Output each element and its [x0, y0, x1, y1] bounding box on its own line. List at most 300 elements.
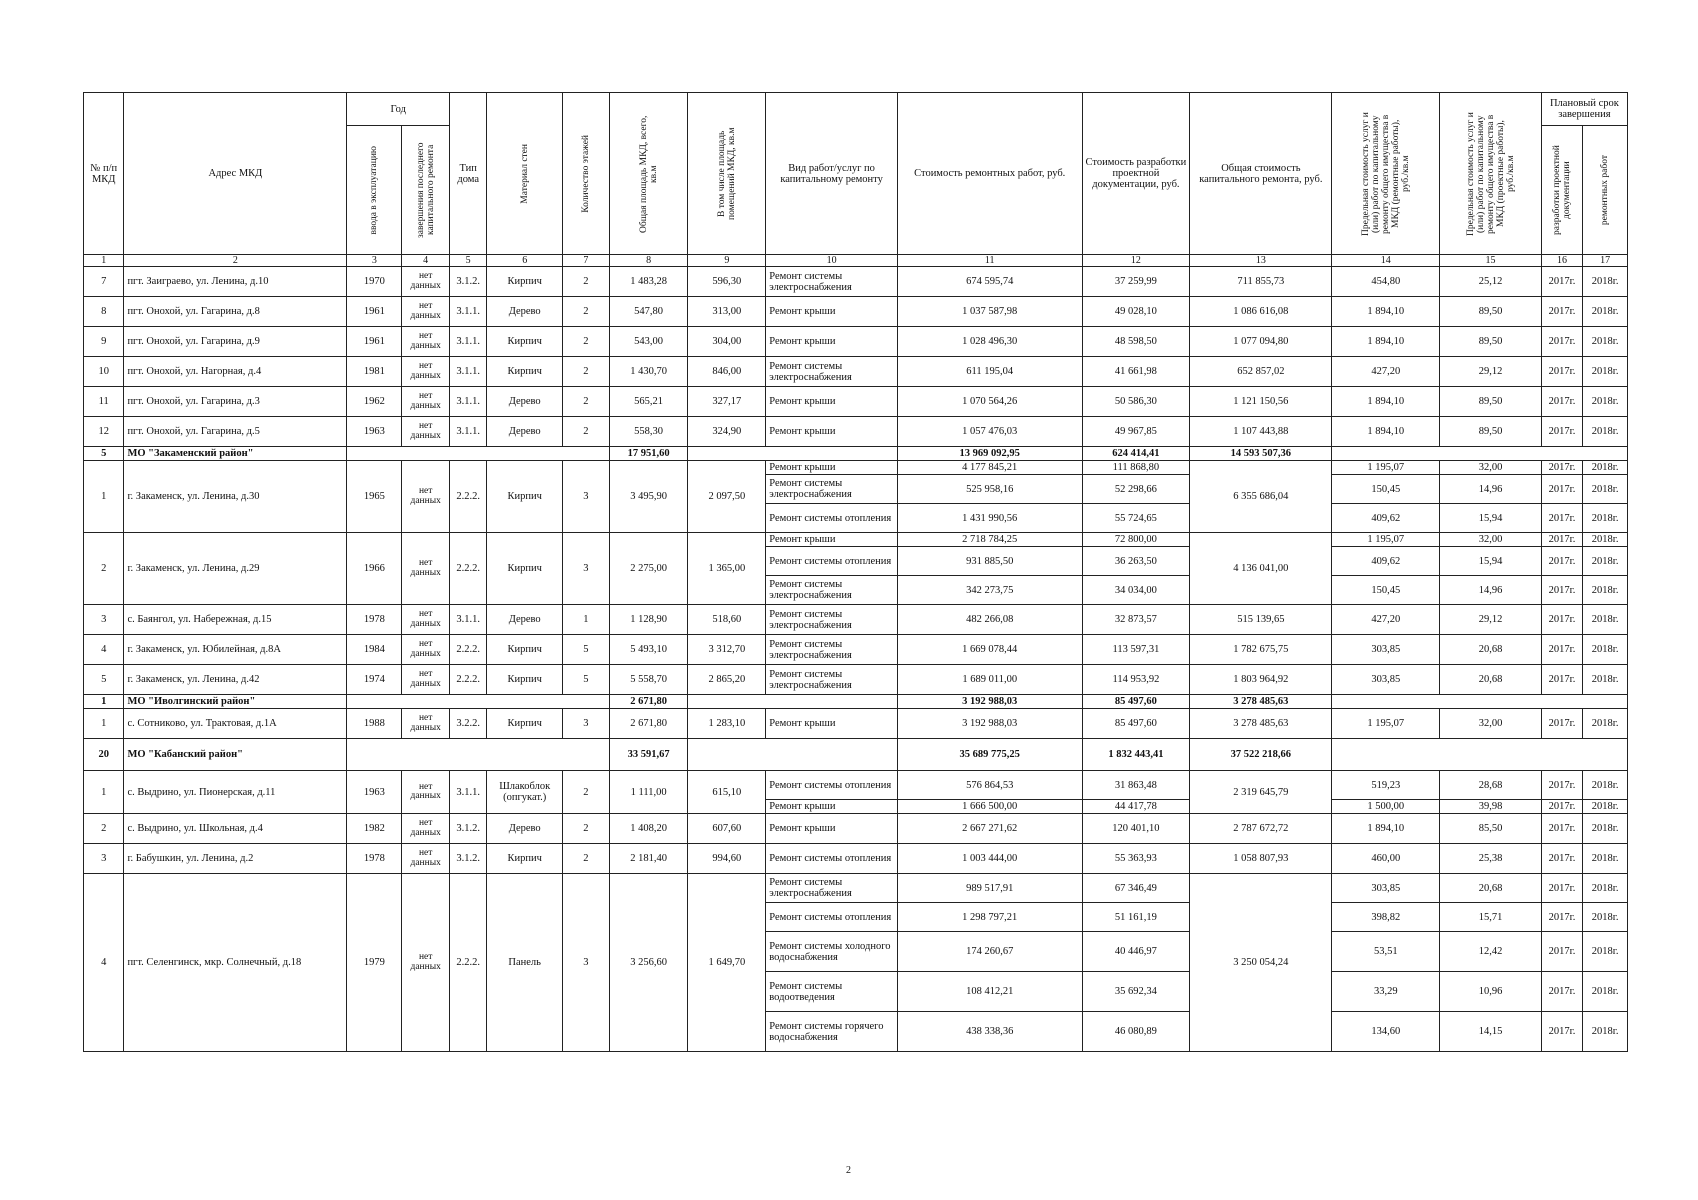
cell: 1 483,28 — [609, 267, 688, 297]
cell: 303,85 — [1332, 874, 1440, 903]
cell: 15,94 — [1440, 504, 1542, 533]
cell: 5 493,10 — [609, 635, 688, 665]
cell: 150,45 — [1332, 576, 1440, 605]
cell: Кирпич — [487, 267, 563, 297]
cell: 48 598,50 — [1082, 327, 1190, 357]
cell: 3 312,70 — [688, 635, 766, 665]
cell: 1978 — [347, 844, 402, 874]
district-name: МО "Кабанский район" — [124, 739, 347, 771]
cell: 989 517,91 — [897, 874, 1082, 903]
cell: 2 181,40 — [609, 844, 688, 874]
header-cell — [347, 126, 402, 255]
cell: 51 161,19 — [1082, 903, 1190, 932]
cell: 2017г. — [1541, 576, 1582, 605]
table-row — [84, 461, 1628, 475]
header-text: В том числе площадь помещений МКД, кв.м — [716, 127, 737, 220]
cell: Кирпич — [487, 461, 563, 533]
table-row — [84, 771, 1628, 800]
column-number: 5 — [450, 255, 487, 267]
address-cell: г. Закаменск, ул. Юбилейная, д.8А — [124, 635, 347, 665]
cell: 2.2.2. — [450, 533, 487, 605]
cell: 120 401,10 — [1082, 814, 1190, 844]
cell: 576 864,53 — [897, 771, 1082, 800]
cell: 2.2.2. — [450, 635, 487, 665]
cell: 2018г. — [1583, 576, 1628, 605]
cell: 1 894,10 — [1332, 814, 1440, 844]
cell: 85 497,60 — [1082, 695, 1190, 709]
row-number: 10 — [84, 357, 124, 387]
cell: Кирпич — [487, 709, 563, 739]
cell: 1 — [84, 695, 124, 709]
cell: 398,82 — [1332, 903, 1440, 932]
cell: 113 597,31 — [1082, 635, 1190, 665]
cell: 2017г. — [1541, 800, 1582, 814]
cell: 2017г. — [1541, 814, 1582, 844]
cell: 20,68 — [1440, 665, 1542, 695]
cell: 1 195,07 — [1332, 461, 1440, 475]
cell: 2017г. — [1541, 665, 1582, 695]
address-cell: г. Закаменск, ул. Ленина, д.42 — [124, 665, 347, 695]
header-cell: Год — [347, 93, 450, 126]
column-number: 13 — [1190, 255, 1332, 267]
cell: 2 — [563, 267, 610, 297]
cell: 3 256,60 — [609, 874, 688, 1052]
cell: Кирпич — [487, 357, 563, 387]
cell: 3.1.2. — [450, 844, 487, 874]
cell: нет данных — [402, 771, 450, 814]
cell: 313,00 — [688, 297, 766, 327]
cell: 14,96 — [1440, 475, 1542, 504]
cell: Дерево — [487, 417, 563, 447]
cell: 5 — [563, 665, 610, 695]
row-number: 1 — [84, 709, 124, 739]
cell: 1 037 587,98 — [897, 297, 1082, 327]
header-cell: Стоимость ремонтных работ, руб. — [897, 93, 1082, 255]
header-cell: № п/п МКД — [84, 93, 124, 255]
cell: 1 058 807,93 — [1190, 844, 1332, 874]
cell: 1 408,20 — [609, 814, 688, 844]
cell: 53,51 — [1332, 932, 1440, 972]
cell: 14 593 507,36 — [1190, 447, 1332, 461]
cell: 3 — [563, 461, 610, 533]
cell: 2017г. — [1541, 327, 1582, 357]
cell: 2017г. — [1541, 709, 1582, 739]
cell: 3 278 485,63 — [1190, 695, 1332, 709]
cell: 3.1.1. — [450, 297, 487, 327]
row-number: 3 — [84, 844, 124, 874]
cell: 55 363,93 — [1082, 844, 1190, 874]
cell: 2 671,80 — [609, 709, 688, 739]
cell: Кирпич — [487, 533, 563, 605]
cell: 4 177 845,21 — [897, 461, 1082, 475]
cell: 2 — [563, 417, 610, 447]
cell: 2018г. — [1583, 504, 1628, 533]
cell: 2017г. — [1541, 903, 1582, 932]
address-cell: г. Закаменск, ул. Ленина, д.29 — [124, 533, 347, 605]
work-cell: Ремонт системы отопления — [766, 771, 898, 800]
cell: 55 724,65 — [1082, 504, 1190, 533]
column-number-row — [84, 255, 1628, 267]
work-cell: Ремонт системы отопления — [766, 903, 898, 932]
work-cell: Ремонт системы электроснабжения — [766, 475, 898, 504]
cell: Шлакоблок (опгукат.) — [487, 771, 563, 814]
cell: 596,30 — [688, 267, 766, 297]
cell: 525 958,16 — [897, 475, 1082, 504]
cell: 2017г. — [1541, 844, 1582, 874]
cell: 52 298,66 — [1082, 475, 1190, 504]
work-cell: Ремонт крыши — [766, 327, 898, 357]
address-cell: с. Баянгол, ул. Набережная, д.15 — [124, 605, 347, 635]
cell: 543,00 — [609, 327, 688, 357]
cell: 150,45 — [1332, 475, 1440, 504]
cell: 2018г. — [1583, 635, 1628, 665]
cell: 2018г. — [1583, 605, 1628, 635]
header-cell: Вид работ/услуг по капитальному ремонту — [766, 93, 898, 255]
header-text: Предельная стоимость услуг и (или) работ по капитальному ремонту общего имущества в МКД (проектные работы), руб./кв.м — [1465, 111, 1516, 236]
column-number: 10 — [766, 255, 898, 267]
cell: 652 857,02 — [1190, 357, 1332, 387]
cell: 3.1.2. — [450, 267, 487, 297]
cell: 1 365,00 — [688, 533, 766, 605]
table-row — [84, 874, 1628, 903]
cell: 482 266,08 — [897, 605, 1082, 635]
cell: 1 111,00 — [609, 771, 688, 814]
cell: 3.1.1. — [450, 327, 487, 357]
cell: 2017г. — [1541, 357, 1582, 387]
column-number: 9 — [688, 255, 766, 267]
cell: 2017г. — [1541, 874, 1582, 903]
address-cell: г. Бабушкин, ул. Ленина, д.2 — [124, 844, 347, 874]
cell: 29,12 — [1440, 357, 1542, 387]
table-row — [84, 665, 1628, 695]
work-cell: Ремонт системы электроснабжения — [766, 576, 898, 605]
cell: 2018г. — [1583, 903, 1628, 932]
cell: 3 192 988,03 — [897, 709, 1082, 739]
cell: 15,94 — [1440, 547, 1542, 576]
cell: 37 522 218,66 — [1190, 739, 1332, 771]
cell: 17 951,60 — [609, 447, 688, 461]
cell: 2 — [563, 814, 610, 844]
cell: 2017г. — [1541, 461, 1582, 475]
cell: 558,30 — [609, 417, 688, 447]
cell: 46 080,89 — [1082, 1012, 1190, 1052]
cell: 31 863,48 — [1082, 771, 1190, 800]
cell: 20 — [84, 739, 124, 771]
cell: 89,50 — [1440, 327, 1542, 357]
cell: 1966 — [347, 533, 402, 605]
cell: 303,85 — [1332, 665, 1440, 695]
cell: 2 718 784,25 — [897, 533, 1082, 547]
cell: 3 495,90 — [609, 461, 688, 533]
cell: 5 558,70 — [609, 665, 688, 695]
cell: 2017г. — [1541, 547, 1582, 576]
cell: 20,68 — [1440, 874, 1542, 903]
cell: Дерево — [487, 605, 563, 635]
cell: 20,68 — [1440, 635, 1542, 665]
cell: 547,80 — [609, 297, 688, 327]
cell: 49 028,10 — [1082, 297, 1190, 327]
cell: нет данных — [402, 297, 450, 327]
work-cell: Ремонт системы электроснабжения — [766, 874, 898, 903]
cell: 2017г. — [1541, 475, 1582, 504]
cell: 2018г. — [1583, 533, 1628, 547]
cell: 3 — [563, 533, 610, 605]
cell: нет данных — [402, 417, 450, 447]
cell: 1 894,10 — [1332, 387, 1440, 417]
cell: 35 692,34 — [1082, 972, 1190, 1012]
cell: 2 097,50 — [688, 461, 766, 533]
column-number: 12 — [1082, 255, 1190, 267]
work-cell: Ремонт системы отопления — [766, 844, 898, 874]
header-text: Количество этажей — [580, 134, 591, 213]
cell: 2018г. — [1583, 874, 1628, 903]
work-cell: Ремонт системы электроснабжения — [766, 665, 898, 695]
cell: 10,96 — [1440, 972, 1542, 1012]
cell: 2 671,80 — [609, 695, 688, 709]
cell: 6 355 686,04 — [1190, 461, 1332, 533]
table-row — [84, 417, 1628, 447]
cell: Кирпич — [487, 844, 563, 874]
cell: 1 283,10 — [688, 709, 766, 739]
cell: 1965 — [347, 461, 402, 533]
cell: 111 868,80 — [1082, 461, 1190, 475]
empty-cell — [1332, 695, 1628, 709]
cell: 3 278 485,63 — [1190, 709, 1332, 739]
cell: 2018г. — [1583, 800, 1628, 814]
cell: 85 497,60 — [1082, 709, 1190, 739]
row-number: 1 — [84, 461, 124, 533]
cell: 2017г. — [1541, 635, 1582, 665]
header-text: Предельная стоимость услуг и (или) работ по капитальному ремонту общего имущества в МКД (ремонтные работы), руб./кв.м — [1360, 111, 1411, 236]
cell: 1 077 094,80 — [1190, 327, 1332, 357]
work-cell: Ремонт системы горячего водоснабжения — [766, 1012, 898, 1052]
cell: 3 — [563, 874, 610, 1052]
cell: нет данных — [402, 533, 450, 605]
cell: 1 894,10 — [1332, 297, 1440, 327]
work-cell: Ремонт крыши — [766, 461, 898, 475]
cell: 565,21 — [609, 387, 688, 417]
table-row — [84, 357, 1628, 387]
column-number: 1 — [84, 255, 124, 267]
column-number: 11 — [897, 255, 1082, 267]
cell: 2018г. — [1583, 665, 1628, 695]
cell: 4 136 041,00 — [1190, 533, 1332, 605]
cell: нет данных — [402, 635, 450, 665]
cell: 2 319 645,79 — [1190, 771, 1332, 814]
cell: 89,50 — [1440, 297, 1542, 327]
cell: нет данных — [402, 605, 450, 635]
work-cell: Ремонт системы электроснабжения — [766, 357, 898, 387]
cell: 32,00 — [1440, 461, 1542, 475]
cell: 327,17 — [688, 387, 766, 417]
address-cell: с. Сотниково, ул. Трактовая, д.1А — [124, 709, 347, 739]
cell: 1970 — [347, 267, 402, 297]
cell: нет данных — [402, 357, 450, 387]
cell: 409,62 — [1332, 547, 1440, 576]
column-number: 14 — [1332, 255, 1440, 267]
table-row — [84, 844, 1628, 874]
header-cell — [1332, 93, 1440, 255]
header-cell: Общая стоимость капитального ремонта, руб. — [1190, 93, 1332, 255]
cell: 1982 — [347, 814, 402, 844]
cell: 2018г. — [1583, 709, 1628, 739]
cell: 454,80 — [1332, 267, 1440, 297]
cell: 427,20 — [1332, 357, 1440, 387]
cell: Панель — [487, 874, 563, 1052]
cell: 3.1.1. — [450, 771, 487, 814]
header-text: ввода в эксплуатацию — [369, 145, 380, 235]
cell: 3 — [563, 709, 610, 739]
cell: 2018г. — [1583, 267, 1628, 297]
cell: 518,60 — [688, 605, 766, 635]
empty-cell — [688, 447, 897, 461]
cell: 2017г. — [1541, 972, 1582, 1012]
table-row — [84, 605, 1628, 635]
cell: 29,12 — [1440, 605, 1542, 635]
cell: 438 338,36 — [897, 1012, 1082, 1052]
cell: нет данных — [402, 709, 450, 739]
cell: 34 034,00 — [1082, 576, 1190, 605]
cell: 304,00 — [688, 327, 766, 357]
empty-cell — [1332, 447, 1628, 461]
cell: 2.2.2. — [450, 461, 487, 533]
cell: 711 855,73 — [1190, 267, 1332, 297]
cell: 39,98 — [1440, 800, 1542, 814]
cell: 2017г. — [1541, 504, 1582, 533]
cell: 409,62 — [1332, 504, 1440, 533]
cell: 3.1.1. — [450, 605, 487, 635]
cell: 3.2.2. — [450, 709, 487, 739]
row-number: 5 — [84, 665, 124, 695]
cell: 1 — [563, 605, 610, 635]
work-cell: Ремонт системы электроснабжения — [766, 605, 898, 635]
cell: 2017г. — [1541, 1012, 1582, 1052]
cell: 1963 — [347, 771, 402, 814]
cell: 519,23 — [1332, 771, 1440, 800]
cell: 2018г. — [1583, 387, 1628, 417]
work-cell: Ремонт системы электроснабжения — [766, 635, 898, 665]
table-row — [84, 533, 1628, 547]
header-cell: Тип дома — [450, 93, 487, 255]
work-cell: Ремонт крыши — [766, 709, 898, 739]
cell: 674 595,74 — [897, 267, 1082, 297]
cell: 2018г. — [1583, 297, 1628, 327]
column-number: 7 — [563, 255, 610, 267]
cell: 2 — [563, 357, 610, 387]
cell: 2 — [563, 844, 610, 874]
header-cell: Плановый срок завершения — [1541, 93, 1627, 126]
cell: 2018г. — [1583, 475, 1628, 504]
cell: Дерево — [487, 387, 563, 417]
header-text: завершения последнего капитального ремонта — [415, 142, 436, 238]
cell: 134,60 — [1332, 1012, 1440, 1052]
work-cell: Ремонт крыши — [766, 814, 898, 844]
cell: 32,00 — [1440, 709, 1542, 739]
cell: 1 832 443,41 — [1082, 739, 1190, 771]
cell: 85,50 — [1440, 814, 1542, 844]
cell: нет данных — [402, 874, 450, 1052]
cell: 40 446,97 — [1082, 932, 1190, 972]
row-number: 11 — [84, 387, 124, 417]
cell: 37 259,99 — [1082, 267, 1190, 297]
table-row — [84, 327, 1628, 357]
cell: 1961 — [347, 327, 402, 357]
cell: 1 500,00 — [1332, 800, 1440, 814]
header-cell — [688, 93, 766, 255]
cell: 89,50 — [1440, 387, 1542, 417]
cell: 114 953,92 — [1082, 665, 1190, 695]
row-number: 2 — [84, 814, 124, 844]
cell: 2018г. — [1583, 1012, 1628, 1052]
cell: 2018г. — [1583, 844, 1628, 874]
cell: 2018г. — [1583, 417, 1628, 447]
row-number: 3 — [84, 605, 124, 635]
cell: 2 — [563, 327, 610, 357]
cell: 2017г. — [1541, 771, 1582, 800]
cell: 2017г. — [1541, 417, 1582, 447]
cell: Дерево — [487, 814, 563, 844]
cell: 615,10 — [688, 771, 766, 814]
cell: нет данных — [402, 461, 450, 533]
address-cell: пгт. Селенгинск, мкр. Солнечный, д.18 — [124, 874, 347, 1052]
cell: 174 260,67 — [897, 932, 1082, 972]
cell: 2.2.2. — [450, 665, 487, 695]
cell: 2.2.2. — [450, 874, 487, 1052]
header-cell: Стоимость разработки проектной документации, руб. — [1082, 93, 1190, 255]
district-name: МО "Иволгинский район" — [124, 695, 347, 709]
cell: 1961 — [347, 297, 402, 327]
header-row-1 — [84, 93, 1628, 126]
cell: 2018г. — [1583, 327, 1628, 357]
cell: 303,85 — [1332, 635, 1440, 665]
document-table-wrapper — [83, 92, 1628, 1052]
cell: 13 969 092,95 — [897, 447, 1082, 461]
cell: 611 195,04 — [897, 357, 1082, 387]
cell: 12,42 — [1440, 932, 1542, 972]
cell: 1963 — [347, 417, 402, 447]
cell: 35 689 775,25 — [897, 739, 1082, 771]
cell: 44 417,78 — [1082, 800, 1190, 814]
cell: 25,12 — [1440, 267, 1542, 297]
cell: 1981 — [347, 357, 402, 387]
capital-repair-table — [83, 92, 1628, 1052]
cell: 41 661,98 — [1082, 357, 1190, 387]
cell: 2018г. — [1583, 771, 1628, 800]
district-row — [84, 739, 1628, 771]
table-row — [84, 387, 1628, 417]
cell: 33,29 — [1332, 972, 1440, 1012]
address-cell: г. Закаменск, ул. Ленина, д.30 — [124, 461, 347, 533]
column-number: 6 — [487, 255, 563, 267]
address-cell: пгт. Заиграево, ул. Ленина, д.10 — [124, 267, 347, 297]
header-cell — [402, 126, 450, 255]
empty-cell — [347, 695, 609, 709]
cell: 3.1.1. — [450, 387, 487, 417]
table-row — [84, 267, 1628, 297]
cell: 1962 — [347, 387, 402, 417]
cell: 15,71 — [1440, 903, 1542, 932]
cell: 28,68 — [1440, 771, 1542, 800]
address-cell: пгт. Онохой, ул. Гагарина, д.9 — [124, 327, 347, 357]
cell: 1 894,10 — [1332, 417, 1440, 447]
cell: 1974 — [347, 665, 402, 695]
header-cell — [487, 93, 563, 255]
header-cell — [1541, 126, 1582, 255]
row-number: 4 — [84, 874, 124, 1052]
cell: 2017г. — [1541, 605, 1582, 635]
work-cell: Ремонт крыши — [766, 297, 898, 327]
cell: нет данных — [402, 814, 450, 844]
